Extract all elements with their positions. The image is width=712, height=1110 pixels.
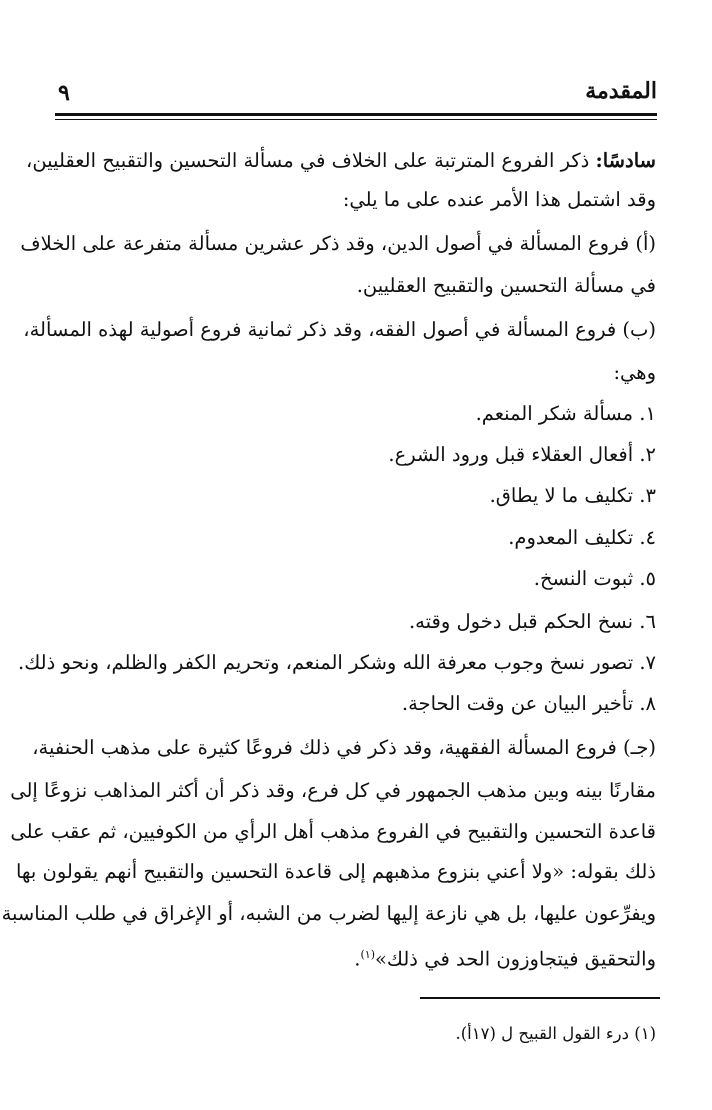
list-item: ١. مسألة شكر المنعم. [475,402,656,425]
list-item: ٣. تكليف ما لا يطاق. [489,484,656,507]
paragraph-line: وقد اشتمل هذا الأمر عنده على ما يلي: [342,188,656,211]
footnote: (١) درء القول القبيح ل (١٧أ). [455,1024,656,1043]
paragraph-line: (ب) فروع المسألة في أصول الفقه، وقد ذكر ثمانية فروع أصولية لهذه المسألة، [23,318,656,341]
list-item: ٧. تصور نسخ وجوب معرفة الله وشكر المنعم، وتحريم الكفر والظلم، ونحو ذلك. [18,651,656,674]
paragraph-line: مقارنًا بينه وبين مذهب الجمهور في كل فرع، وقد ذكر أن أكثر المذاهب نزوعًا إلى [10,779,656,802]
header-rule-thick [55,113,657,116]
page-number: ٩ [58,80,70,106]
section-label: سادسًا: [595,149,656,172]
header-rule-thin [55,119,657,120]
list-item: ٨. تأخير البيان عن وقت الحاجة. [401,692,656,715]
list-item: ٦. نسخ الحكم قبل دخول وقته. [408,610,656,633]
page-header [58,72,657,112]
list-item: ٥. ثبوت النسخ. [533,567,656,590]
running-title: المقدمة [585,78,657,104]
paragraph-line: ويفرِّعون عليها، بل هي نازعة إليها لضرب من الشبه، أو الإغراق في طلب المناسبة [1,902,656,925]
paragraph-line: (جـ) فروع المسألة الفقهية، وقد ذكر في ذلك فروعًا كثيرة على مذهب الحنفية، [32,736,656,759]
paragraph-line: ذلك بقوله: «ولا أعني بنزوع مذهبهم إلى قاعدة التحسين والتقبيح أنهم يقولون بها [15,860,656,883]
quote-text: والتحقيق فيتجاوزون الحد في ذلك» [375,947,656,971]
paragraph-line: قاعدة التحسين والتقبيح في الفروع مذهب أهل الرأي من الكوفيين، ثم عقب على [10,820,656,843]
list-item: ٤. تكليف المعدوم. [508,526,656,549]
paragraph-line [354,941,656,974]
footnote-reference: (١) [360,948,375,961]
paragraph-line: (أ) فروع المسألة في أصول الدين، وقد ذكر عشرين مسألة متفرعة على الخلاف [20,232,656,255]
footnote-divider [420,997,660,999]
section-text: ذكر الفروع المترتبة على الخلاف في مسألة التحسين والتقبيح العقليين، [26,149,590,172]
paragraph-line: في مسألة التحسين والتقبيح العقليين. [356,274,656,297]
paragraph-line: وهي: [613,361,656,384]
quote-end: . [354,947,361,971]
paragraph-line [26,147,656,175]
list-item: ٢. أفعال العقلاء قبل ورود الشرع. [388,443,656,466]
